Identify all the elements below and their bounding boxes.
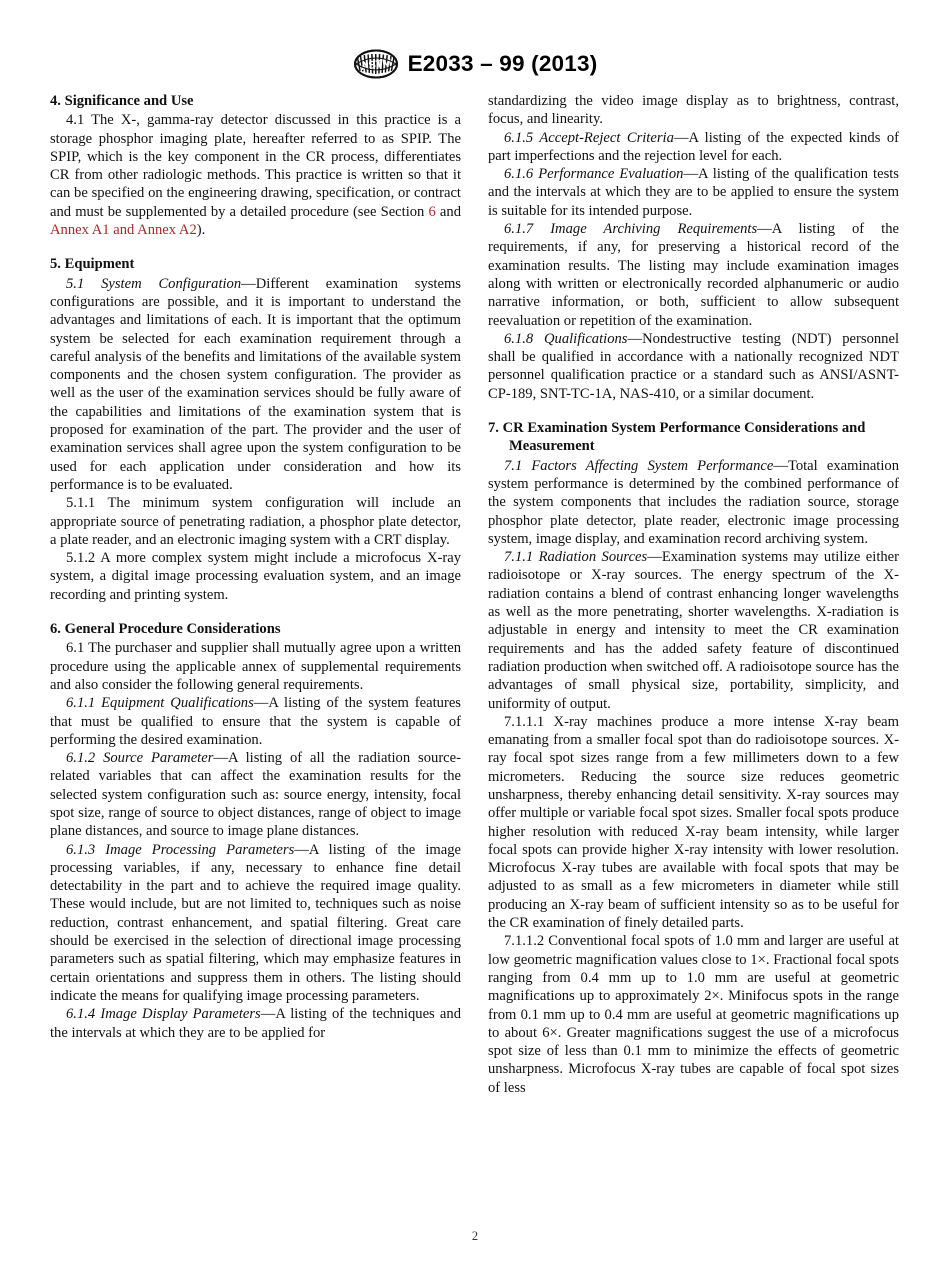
right-column bbox=[488, 92, 899, 1202]
paragraph-5-1-body: —Different examination systems configurations are possible, and it is important to understand the advantages and limitations of each. It is important that the optimum system be selected for each examination requirement through a careful analysis of the benefits and limitations of the available system components and the chosen system configuration. The provider as well as the user of the examination services should be fully aware of the capabilities and limitations of the examination system that is proposed for examination of the part. The provider and the user of examination services shall agree upon the system configuration to be used for each application under consideration and how its performance is to be evaluated. bbox=[50, 275, 461, 493]
paragraph-5-1-1: 5.1.1 The minimum system configuration will include an appropriate source of penetrating radiation, a phosphor plate detector, a plate reader, and an electronic imaging system with a CRT display. bbox=[50, 495, 461, 548]
document-designation: E2033 – 99 (2013) bbox=[407, 51, 598, 76]
paragraph-4-1-text-a: 4.1 The X-, gamma-ray detector discussed in this practice is a storage phosphor imaging plate, hereafter referred to as SPIP. The SPIP, which is the key component in the CR process, differentiates CR from other radiologic methods. This practice is written so that it can be specified on the engineering drawing, specification, or contract and must be supplemented by a detailed procedure (see Section bbox=[50, 112, 461, 220]
paragraph-7-1 bbox=[488, 457, 899, 548]
svg-text:ASTM: ASTM bbox=[359, 56, 393, 74]
left-column bbox=[50, 92, 461, 1202]
paragraph-6-1-2-term: 6.1.2 Source Parameter bbox=[66, 750, 214, 767]
paragraph-7-1-term: 7.1 Factors Affecting System Performance bbox=[504, 457, 774, 474]
paragraph-6-1-3 bbox=[50, 841, 461, 1006]
paragraph-7-1-1-2: 7.1.1.2 Conventional focal spots of 1.0 mm and larger are useful at low geometric magnification values close to 1×. Fractional focal spots ranging from 0.4 mm up to 1.0 mm are useful at geometric magnifications up to approximately 2×. Minifocus spots in the range from 0.1 mm up to 0.4 mm are useful at geometric magnifications up to about 6×. Greater magnifications suggest the use of a microfocus spot size of less than 0.1 mm to minimize the effects of geometric unsharpness. Microfocus X-ray tubes are capable of focal spot sizes of less bbox=[488, 933, 899, 1096]
paragraph-6-1-4 bbox=[50, 1005, 461, 1042]
page-header bbox=[0, 44, 950, 84]
paragraph-6-1-1-body: —A listing of the system features that must be qualified to ensure that the system is capable of performing the desired examination. bbox=[50, 695, 461, 748]
paragraph-7-1-1-body: —Examination systems may utilize either radioisotope or X-ray sources. The energy spectrum of the X-radiation contains a blend of contrast enhancing longer wavelengths as well as the more penetrating, shorter wavelengths. X-radiation is adjustable in energy and intensity to meet the CR examination requirements and has the added safety feature of discontinued radiation production when switched off. A radioisotope source has the advantages of small physical size, portability, simplicity, and uniformity of output. bbox=[488, 549, 900, 712]
paragraph-4-1 bbox=[50, 111, 461, 239]
paragraph-7-1-body: —Total examination system performance is determined by the combined performance of the system components that includes the radiation source, storage phosphor plate detector, plate reader, electronic image processing system, image display, and examination record archiving system. bbox=[488, 457, 899, 547]
paragraph-6-1-7 bbox=[488, 220, 899, 330]
page-number: 2 bbox=[471, 1229, 479, 1243]
paragraph-6-1-2 bbox=[50, 749, 461, 840]
heading-general-procedure-considerations: 6. General Procedure Considerations bbox=[50, 621, 281, 638]
paragraph-6-1-5 bbox=[488, 129, 899, 166]
paragraph-6-1-6-body: —A listing of the qualification tests and the intervals at which they are to be applied to ensure the system is suitable for its intended purpose. bbox=[488, 166, 899, 219]
paragraph-6-1-5-term: 6.1.5 Accept-Reject Criteria bbox=[504, 129, 674, 146]
paragraph-6-1-8 bbox=[488, 330, 899, 403]
paragraph-6-1-1 bbox=[50, 694, 461, 749]
link-annex-a1[interactable]: Annex A1 bbox=[50, 222, 110, 239]
paragraph-6-1-2-body: —A listing of all the radiation source-related variables that can affect the examination results for the selected system configuration such as: source energy, intensity, focal spot size, range of source to object distances, range of object to image plane distances, and source to image plane distances. bbox=[50, 750, 461, 840]
link-section-6[interactable]: 6 bbox=[428, 203, 436, 220]
paragraph-6-1-8-term: 6.1.8 Qualifications bbox=[504, 330, 628, 347]
paragraph-4-1-text-b: ). bbox=[196, 222, 206, 239]
paragraph-6-1-6-term: 6.1.6 Performance Evaluation bbox=[504, 166, 684, 183]
paragraph-5-1 bbox=[50, 275, 461, 495]
paragraph-6-1-4-term: 6.1.4 Image Display Parameters bbox=[66, 1006, 261, 1023]
paragraph-7-1-1-1: 7.1.1.1 X-ray machines produce a more intense X-ray beam emanating from a smaller focal spot than do radioisotope sources. X-ray focal spot sizes range from a few millimeters down to a few micrometers. Reducing the source size reduces geometric unsharpness, thereby enhancing detail sensitivity. X-ray sources may offer multiple or variable focal spot sizes. Smaller focal spots produce higher resolution with reduced X-ray beam intensity, while larger focal spots can provide higher X-ray intensity with lower resolution. Microfocus X-ray tubes are available with focal spots that may be adjusted to as small as a few micrometers in diameter while still producing an X-ray beam of sufficient intensity so as to be useful for the CR examination of finely detailed parts. bbox=[488, 713, 899, 932]
paragraph-5-1-term: 5.1 System Configuration bbox=[66, 275, 242, 292]
astm-logo-icon bbox=[353, 49, 399, 79]
paragraph-6-1-6 bbox=[488, 165, 899, 220]
paragraph-6-1-3-term: 6.1.3 Image Processing Parameters bbox=[66, 841, 295, 858]
paragraph-6-1-4-body: —A listing of the techniques and the intervals at which they are to be applied for bbox=[50, 1006, 461, 1041]
paragraph-6-1-7-term: 6.1.7 Image Archiving Requirements bbox=[504, 221, 758, 238]
paragraph-6-1-4-continued: standardizing the video image display as to brightness, contrast, focus, and linearity. bbox=[488, 93, 899, 128]
paragraph-5-1-2: 5.1.2 A more complex system might include a microfocus X-ray system, a digital image processing evaluation system, and an image recording and printing system. bbox=[50, 550, 461, 603]
heading-cr-examination-system-performance: 7. CR Examination System Performance Considerations and Measurement bbox=[488, 420, 866, 455]
heading-significance-and-use: 4. Significance and Use bbox=[50, 93, 194, 109]
paragraph-6-1-1-term: 6.1.1 Equipment Qualifications bbox=[66, 695, 254, 712]
paragraph-6-1-7-body: —A listing of the requirements, if any, for preserving a historical record of the examination results. The listing may include examination images along with written or electronically recorded alphanumeric or audio narrative information, or both, sufficient to allow subsequent reevaluation or repetition of the examination. bbox=[488, 221, 899, 329]
document-body bbox=[50, 92, 899, 1202]
paragraph-4-1-conjunction-2: and bbox=[109, 222, 138, 239]
paragraph-6-1: 6.1 The purchaser and supplier shall mutually agree upon a written procedure using the applicable annex of supplemental requirements and also consider the following general requirements. bbox=[50, 640, 461, 693]
link-annex-a2[interactable]: Annex A2 bbox=[137, 222, 197, 239]
paragraph-7-1-1-term: 7.1.1 Radiation Sources bbox=[504, 549, 648, 566]
heading-equipment: 5. Equipment bbox=[50, 256, 135, 273]
paragraph-6-1-5-body: —A listing of the expected kinds of part imperfections and the rejection level for each. bbox=[488, 129, 899, 164]
paragraph-4-1-conjunction: and bbox=[435, 203, 461, 220]
paragraph-7-1-1 bbox=[488, 548, 899, 713]
paragraph-6-1-8-body: —Nondestructive testing (NDT) personnel shall be qualified in accordance with a nationally recognized NDT personnel qualification practice or a standard such as ANSI/ASNT-CP-189, SNT-TC-1A, NAS-410, or a similar document. bbox=[488, 330, 899, 402]
paragraph-6-1-3-body: —A listing of the image processing variables, if any, necessary to enhance fine detail detectability in the part and to achieve the required image quality. These would include, but are not limited to, techniques such as noise reduction, contrast enhancement, and spatial filtering. Great care should be exercised in the selection of directional image processing parameters such as spatial filtering, which may emphasize features in certain orientations and suppress them in others. The listing should indicate the means for qualifying image processing parameters. bbox=[50, 841, 461, 1004]
